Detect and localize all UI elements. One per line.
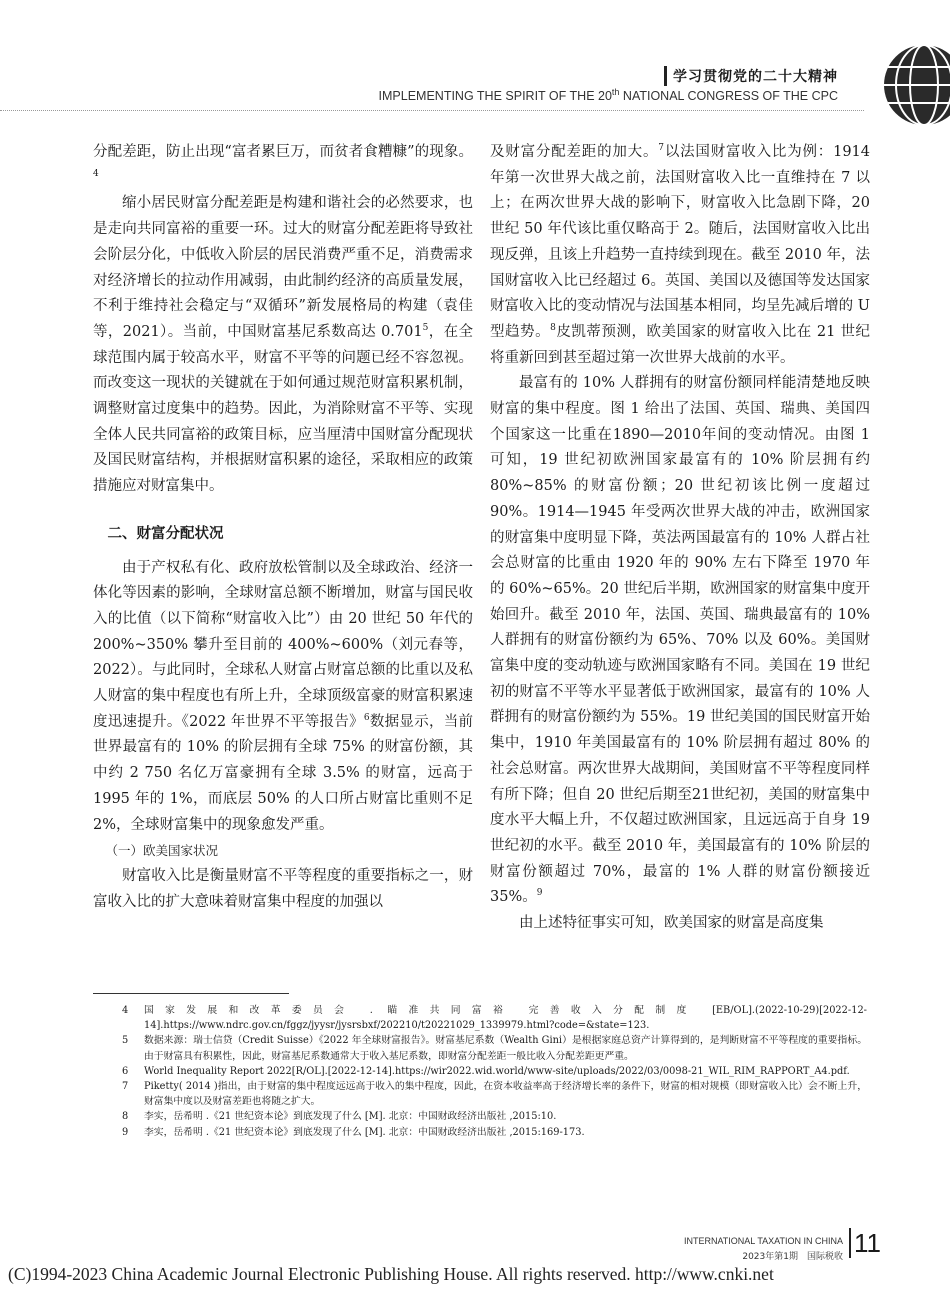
paragraph: 由于产权私有化、政府放松管制以及全球政治、经济一体化等因素的影响，全球财富总额不断增加，财富与国民收入的比值（以下简称“财富收入比”）由 20 世纪 50 年代的 200%~350% 攀升至目前的 400%~600%（刘元春等，2022）。与此同时，全球私人财富占财富总额的比重以及私人财富的集中程度也有所上升，全球顶级富豪的财富积累速度迅速提升。《2022 年世界不平等报告》$^6$数据显示，当前世界最富有的 10% 的阶层拥有全球 75% 的财富份额，其中约 2 750 名亿万富豪拥有全球 3.5% 的财富，远高于 1995 年的 1%，而底层 50% 的人口所占财富比重则不足 2%，全球财富集中的现象愈发严重。 (93, 559, 474, 833)
paragraph: 财富收入比是衡量财富不平等程度的重要指标之一，财富收入比的扩大意味着财富集中程度的加强以 (93, 867, 473, 910)
left-column (93, 140, 473, 915)
paragraph: 及财富分配差距的加大。$^7$以法国财富收入比为例：1914 年第一次世界大战之前，法国财富收入比一直维持在 7 以上；在两次世界大战的影响下，财富收入比急剧下降，20 世纪 50 年代该比重仅略高于 2。随后，法国财富收入比出现反弹，且该上升趋势一直持续到现在。截至 2010 年，法国财富收入比已经超过 6。英国、美国以及德国等发达国家财富收入比的变动情况与法国基本相同，均呈先减后增的 U 型趋势。$^8$皮凯蒂预测，欧美国家的财富收入比在 21 世纪将重新回到甚至超过第一次世界大战前的水平。 (490, 143, 871, 366)
footnote: 7 Piketty( 2014 )指出，由于财富的集中程度远远高于收入的集中程度，因此，在资本收益率高于经济增长率的条件下，财富的相对规模（即财富收入比）会不断上升，财富集中度以及财富差距也将随之扩大。 (122, 1081, 867, 1108)
footer-journal-name: INTERNATIONAL TAXATION IN CHINA (683, 1236, 843, 1246)
subsection-heading: （一）欧美国家状况 (105, 843, 219, 859)
footnote: 6 World Inequality Report 2022[R/OL].[2022-12-14].https://wir2022.wid.world/www-site/uploads/2022/03/0098-21_WIL_RIM_RAPPORT_A4.pdf. (122, 1065, 850, 1077)
footnote: 5 数据来源：瑞士信贷（Credit Suisse）《2022 年全球财富报告》。财富基尼系数（Wealth Gini）是根据家庭总资产计算得到的，是判断财富不平等程度的重要指标。由于财富具有积累性，因此，财富基尼系数通常大于收入基尼系数，即财富分配差距一般比收入分配差距更严重。 (122, 1035, 867, 1062)
running-header-title: 学习贯彻党的二十大精神 (664, 66, 838, 86)
copyright-notice: (C)1994-2023 China Academic Journal Electronic Publishing House. All rights reserved. http://www.cnki.net (8, 1264, 774, 1284)
running-header-subtitle: IMPLEMENTING THE SPIRIT OF THE 20th NATIONAL CONGRESS OF THE CPC (378, 86, 838, 103)
globe-logo-icon (864, 42, 950, 128)
right-column (490, 140, 870, 937)
header-divider (0, 110, 864, 111)
paragraph: 由上述特征事实可知，欧美国家的财富是高度集 (519, 915, 824, 932)
footnotes (122, 1003, 867, 1140)
footnote-divider (93, 993, 289, 994)
footnote: 9 李实，岳希明 .《21 世纪资本论》到底发现了什么 [M]. 北京：中国财政经济出版社 ,2015:169-173. (122, 1126, 585, 1138)
paragraph: 最富有的 10% 人群拥有的财富份额同样能清楚地反映财富的集中程度。图 1 给出了法国、英国、瑞典、美国四个国家这一比重在1890—2010年间的变动情况。由图 1 可知，19 世纪初欧洲国家最富有的 10% 阶层拥有约 80%~85% 的财富份额；20 世纪初该比例一度超过 90%。1914—1945 年受两次世界大战的冲击，欧洲国家的财富集中度明显下降，英法两国最富有的 10% 人群占社会总财富的比重由 1920 年的 90% 左右下降至 1970 年的 60%~65%。20 世纪后半期，欧洲国家的财富集中度开始回升。截至 2010 年，法国、英国、瑞典最富有的 10% 人群拥有的财富份额约为 65%、70% 以及 60%。美国财富集中度的变动轨迹与欧洲国家略有不同。美国在 19 世纪初的财富不平等水平显著低于欧洲国家，最富有的 10% 人群拥有的财富份额约为 55%。19 世纪美国的国民财富开始集中，1910 年美国最富有的 10% 阶层拥有超过 80% 的社会总财富。两次世界大战期间，美国财富不平等程度同样有所下降；但自 20 世纪后期至21世纪初，美国的财富集中度水平大幅上升，不仅超过欧洲国家，且远远高于自身 19 世纪初的水平。截至 2010 年，美国最富有的 10% 阶层的财富份额超过 70%，最富的 1% 人群的财富份额接近 35%。$^9$ (490, 375, 870, 906)
page-number: 11 (849, 1228, 881, 1258)
section-heading: 二、财富分配状况 (107, 525, 224, 542)
footnote: 4 国家发展和改革委员会 . 瞄准共同富裕 完善收入分配制度 [EB/OL].(2022-10-29)[2022-12-14].https://www.ndrc.gov.cn/fggz/jyysr/jysrsbxf/202210/t20221029_1339979.html?code=&state=123. (122, 1005, 867, 1032)
paragraph: 缩小居民财富分配差距是构建和谐社会的必然要求，也是走向共同富裕的重要一环。过大的财富分配差距将导致社会阶层分化，中低收入阶层的居民消费严重不足，消费需求对经济增长的拉动作用减弱，由此制约经济的高质量发展，不利于维持社会稳定与“双循环”新发展格局的构建（袁佳等，2021）。当前，中国财富基尼系数高达 0.701$^5$，在全球范围内属于较高水平，财富不平等的问题已经不容忽视。而改变这一现状的关键就在于如何通过规范财富积累机制，调整财富过度集中的趋势。因此，为消除财富不平等、实现全体人民共同富裕的政策目标，应当厘清中国财富分配现状及国民财富结构，并根据财富积累的途径，采取相应的政策措施应对财富集中。 (93, 195, 474, 495)
paragraph: 分配差距，防止出现“富者累巨万，而贫者食糟糠”的现象。$^4$ (93, 144, 473, 179)
footnote: 8 李实，岳希明 .《21 世纪资本论》到底发现了什么 [M]. 北京：中国财政经济出版社 ,2015:10. (122, 1111, 557, 1123)
footer-issue: 2023年第1期 国际税收 (742, 1252, 843, 1262)
